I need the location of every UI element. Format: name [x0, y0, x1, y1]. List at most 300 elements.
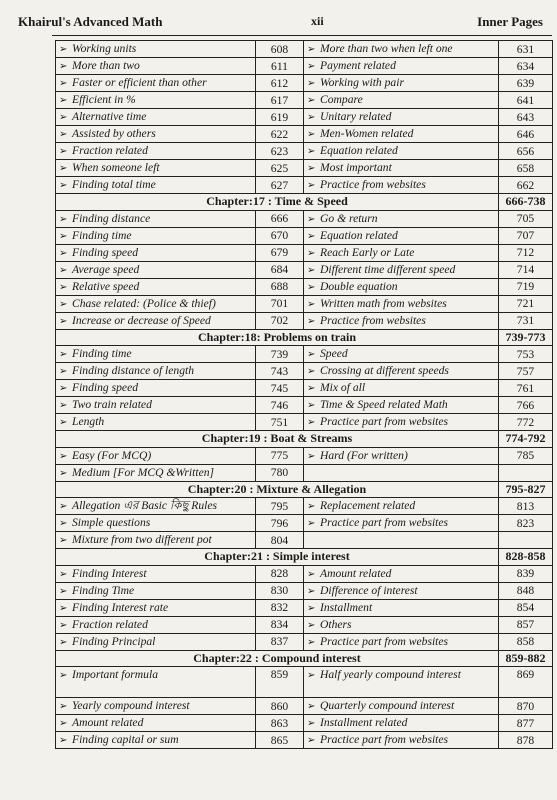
toc-row — [56, 244, 553, 261]
arrow-icon: ➢ — [59, 349, 68, 360]
arrow-icon: ➢ — [307, 450, 316, 462]
toc-row — [56, 633, 553, 650]
entry-title — [56, 160, 256, 177]
chapter-page-range: 828-858 — [499, 549, 553, 566]
arrow-icon: ➢ — [59, 298, 68, 310]
entry-page: 646 — [499, 126, 553, 143]
entry-title — [304, 464, 499, 481]
entry-title-text: More than two — [72, 59, 140, 72]
chapter-heading: Chapter:21 : Simple interest — [56, 549, 499, 566]
arrow-icon: ➢ — [307, 213, 316, 225]
toc-row — [56, 532, 553, 549]
entry-title-text: Time & Speed related Math — [320, 398, 448, 411]
toc-row — [56, 515, 553, 532]
entry-title-text: Finding time — [72, 347, 132, 360]
entry-title-text: Finding capital or sum — [72, 733, 179, 746]
entry-page: 619 — [256, 109, 304, 126]
arrow-icon: ➢ — [59, 501, 68, 512]
entry-title — [56, 447, 256, 464]
entry-title — [56, 312, 256, 329]
entry-title — [304, 715, 499, 732]
entry-page: 837 — [256, 633, 304, 650]
entry-title-text: Fraction related — [72, 617, 148, 631]
entry-page: 739 — [256, 346, 304, 363]
entry-title-text: Equation related — [320, 144, 398, 157]
entry-title — [304, 210, 499, 227]
entry-title-text: Amount related — [72, 716, 144, 729]
entry-title-text: Finding Principal — [72, 634, 156, 648]
toc-row — [56, 278, 553, 295]
entry-title-text: Average speed — [72, 262, 140, 276]
toc-row — [56, 58, 553, 75]
entry-title — [56, 565, 256, 582]
entry-page: 839 — [499, 565, 553, 582]
entry-title-text: When someone left — [72, 161, 160, 174]
arrow-icon: ➢ — [307, 180, 316, 191]
entry-page: 780 — [256, 464, 304, 481]
arrow-icon: ➢ — [307, 670, 316, 681]
toc-row — [56, 464, 553, 481]
arrow-icon: ➢ — [59, 61, 68, 72]
arrow-icon: ➢ — [59, 400, 68, 411]
entry-title-text: Practice from websites — [320, 313, 426, 327]
entry-page: 617 — [256, 92, 304, 109]
arrow-icon: ➢ — [307, 112, 316, 123]
entry-title — [56, 582, 256, 599]
arrow-icon: ➢ — [59, 718, 68, 729]
arrow-icon: ➢ — [59, 366, 68, 377]
section-title: Inner Pages — [477, 14, 543, 29]
entry-title — [56, 380, 256, 397]
entry-title-text: Finding speed — [72, 245, 139, 259]
entry-title-text: Practice part from websites — [320, 415, 449, 428]
entry-title — [56, 41, 256, 58]
entry-title-text: Chase related: (Police & thief) — [72, 296, 216, 310]
entry-title — [304, 582, 499, 599]
entry-title — [56, 532, 256, 549]
entry-page: 641 — [499, 92, 553, 109]
entry-title-text: Installment related — [320, 716, 408, 729]
chapter-page-range: 666-738 — [499, 194, 553, 211]
entry-title-text: Installment — [320, 600, 373, 614]
chapter-page-range: 859-882 — [499, 650, 553, 667]
entry-title-text: Finding speed — [72, 381, 139, 394]
entry-title — [304, 295, 499, 312]
entry-title-text: Speed — [320, 347, 348, 360]
entry-title-text: Easy (For MCQ) — [72, 448, 152, 462]
entry-title-text: Alternative time — [72, 110, 147, 123]
entry-title — [56, 109, 256, 126]
toc-row — [56, 126, 553, 143]
entry-page: 688 — [256, 278, 304, 295]
entry-page: 679 — [256, 244, 304, 261]
toc-row — [56, 177, 553, 194]
entry-title-text: Working units — [72, 42, 137, 55]
entry-page: 830 — [256, 582, 304, 599]
entry-title — [304, 227, 499, 244]
toc-row — [56, 261, 553, 278]
entry-title-text: Equation related — [320, 228, 398, 242]
arrow-icon: ➢ — [307, 146, 316, 157]
arrow-icon: ➢ — [307, 501, 316, 512]
entry-page: 832 — [256, 599, 304, 616]
entry-page: 712 — [499, 244, 553, 261]
arrow-icon: ➢ — [59, 247, 68, 259]
entry-title-text: Practice part from websites — [320, 516, 449, 529]
entry-page: 625 — [256, 160, 304, 177]
entry-page: 634 — [499, 58, 553, 75]
entry-title — [304, 363, 499, 380]
toc-row — [56, 616, 553, 633]
entry-page: 743 — [256, 363, 304, 380]
arrow-icon: ➢ — [307, 585, 316, 597]
entry-title — [56, 126, 256, 143]
arrow-icon: ➢ — [59, 78, 68, 89]
entry-page: 796 — [256, 515, 304, 532]
toc-row — [56, 312, 553, 329]
entry-page: 719 — [499, 278, 553, 295]
arrow-icon: ➢ — [307, 247, 316, 259]
entry-title-text: Finding distance of length — [72, 364, 195, 377]
entry-page: 622 — [256, 126, 304, 143]
entry-title — [56, 633, 256, 650]
entry-title-text: Written math from websites — [320, 296, 447, 310]
arrow-icon: ➢ — [59, 95, 68, 106]
entry-title — [56, 227, 256, 244]
arrow-icon: ➢ — [307, 701, 316, 712]
arrow-icon: ➢ — [307, 735, 316, 746]
arrow-icon: ➢ — [307, 366, 316, 377]
arrow-icon: ➢ — [307, 281, 316, 293]
entry-title-text: Reach Early or Late — [320, 245, 415, 259]
entry-page: 834 — [256, 616, 304, 633]
arrow-icon: ➢ — [307, 602, 316, 614]
entry-page: 857 — [499, 616, 553, 633]
entry-title-text: Finding time — [72, 228, 132, 242]
entry-page: 878 — [499, 732, 553, 749]
entry-title — [304, 160, 499, 177]
entry-title — [304, 143, 499, 160]
entry-title — [304, 177, 499, 194]
arrow-icon: ➢ — [59, 518, 68, 529]
toc-row — [56, 667, 553, 698]
arrow-icon: ➢ — [307, 417, 316, 428]
entry-title — [56, 498, 256, 515]
entry-title — [304, 244, 499, 261]
entry-title — [304, 447, 499, 464]
entry-title-text: Important formula — [72, 668, 158, 681]
chapter-page-range: 795-827 — [499, 481, 553, 498]
entry-title-text: Finding Interest — [72, 566, 147, 580]
entry-page: 631 — [499, 41, 553, 58]
entry-page: 721 — [499, 295, 553, 312]
entry-title-text: Length — [72, 415, 105, 428]
entry-title — [56, 698, 256, 715]
entry-page: 707 — [499, 227, 553, 244]
entry-title — [304, 58, 499, 75]
entry-title-text: Simple questions — [72, 516, 151, 529]
entry-title-text: Two train related — [72, 398, 152, 411]
entry-page: 684 — [256, 261, 304, 278]
entry-title-text: Compare — [320, 93, 363, 106]
entry-title — [56, 599, 256, 616]
entry-page: 658 — [499, 160, 553, 177]
entry-title-text: Mix of all — [320, 381, 366, 394]
arrow-icon: ➢ — [307, 518, 316, 529]
arrow-icon: ➢ — [59, 467, 68, 479]
arrow-icon: ➢ — [307, 78, 316, 89]
entry-title — [56, 715, 256, 732]
entry-page: 751 — [256, 414, 304, 431]
entry-page: 828 — [256, 565, 304, 582]
arrow-icon: ➢ — [307, 718, 316, 729]
entry-page: 863 — [256, 715, 304, 732]
entry-page: 859 — [256, 667, 304, 698]
entry-title-text: Quarterly compound interest — [320, 699, 455, 712]
entry-title — [56, 346, 256, 363]
entry-page: 775 — [256, 447, 304, 464]
entry-title — [56, 616, 256, 633]
entry-title — [56, 278, 256, 295]
arrow-icon: ➢ — [59, 315, 68, 327]
chapter-heading-row — [56, 194, 553, 211]
entry-page: 705 — [499, 210, 553, 227]
entry-title-text: Faster or efficient than other — [72, 76, 207, 89]
entry-page: 745 — [256, 380, 304, 397]
arrow-icon: ➢ — [59, 670, 68, 681]
entry-page: 865 — [256, 732, 304, 749]
entry-title — [56, 464, 256, 481]
entry-title-text: Finding distance — [72, 211, 151, 225]
entry-title — [56, 732, 256, 749]
arrow-icon: ➢ — [307, 315, 316, 327]
entry-title-text: Practice part from websites — [320, 733, 449, 746]
entry-title — [56, 92, 256, 109]
toc-row — [56, 227, 553, 244]
entry-title — [304, 261, 499, 278]
entry-page: 785 — [499, 447, 553, 464]
entry-title — [304, 312, 499, 329]
entry-title-text: Go & return — [320, 211, 378, 225]
entry-page: 757 — [499, 363, 553, 380]
entry-page: 702 — [256, 312, 304, 329]
toc-row — [56, 41, 553, 58]
chapter-heading: Chapter:22 : Compound interest — [56, 650, 499, 667]
contents-table — [55, 40, 553, 749]
entry-page: 772 — [499, 414, 553, 431]
entry-title-text: Finding total time — [72, 178, 156, 191]
entry-page: 714 — [499, 261, 553, 278]
arrow-icon: ➢ — [307, 129, 316, 140]
arrow-icon: ➢ — [59, 735, 68, 746]
entry-page: 623 — [256, 143, 304, 160]
entry-title — [304, 532, 499, 549]
entry-title-text: Mixture from two different pot — [72, 533, 212, 546]
entry-title — [56, 363, 256, 380]
arrow-icon: ➢ — [307, 163, 316, 174]
entry-title — [56, 58, 256, 75]
chapter-page-range: 774-792 — [499, 431, 553, 448]
entry-title — [56, 515, 256, 532]
entry-title-text: Working with pair — [320, 76, 404, 89]
page-number: xii — [311, 14, 324, 28]
entry-page: 795 — [256, 498, 304, 515]
entry-page: 761 — [499, 380, 553, 397]
entry-title — [304, 515, 499, 532]
toc-row — [56, 397, 553, 414]
chapter-heading-row — [56, 329, 553, 346]
entry-page: 813 — [499, 498, 553, 515]
chapter-heading-row — [56, 549, 553, 566]
arrow-icon: ➢ — [307, 619, 316, 631]
entry-page: 804 — [256, 532, 304, 549]
arrow-icon: ➢ — [307, 349, 316, 360]
entry-title — [56, 143, 256, 160]
arrow-icon: ➢ — [59, 230, 68, 242]
page-header — [18, 14, 543, 32]
entry-page: 608 — [256, 41, 304, 58]
entry-page: 860 — [256, 698, 304, 715]
toc-row — [56, 698, 553, 715]
entry-title — [56, 261, 256, 278]
entry-page — [499, 464, 553, 481]
entry-title — [304, 41, 499, 58]
entry-title — [304, 565, 499, 582]
arrow-icon: ➢ — [59, 129, 68, 140]
entry-title — [304, 633, 499, 650]
entry-title — [56, 75, 256, 92]
arrow-icon: ➢ — [59, 180, 68, 191]
entry-page — [499, 532, 553, 549]
entry-title-text: Practice part from websites — [320, 634, 449, 648]
entry-title-text: Half yearly compound interest — [320, 668, 461, 681]
toc-row — [56, 295, 553, 312]
arrow-icon: ➢ — [59, 417, 68, 428]
toc-row — [56, 582, 553, 599]
arrow-icon: ➢ — [59, 619, 68, 631]
entry-title-text: Hard (For written) — [320, 448, 408, 462]
entry-page: 611 — [256, 58, 304, 75]
toc-row — [56, 160, 553, 177]
arrow-icon: ➢ — [59, 112, 68, 123]
entry-page: 858 — [499, 633, 553, 650]
entry-title-text: Amount related — [320, 566, 392, 580]
entry-page: 612 — [256, 75, 304, 92]
arrow-icon: ➢ — [307, 264, 316, 276]
entry-title — [304, 92, 499, 109]
chapter-heading-row — [56, 650, 553, 667]
arrow-icon: ➢ — [307, 636, 316, 648]
entry-title — [304, 278, 499, 295]
entry-title-text: Practice from websites — [320, 178, 426, 191]
toc-row — [56, 143, 553, 160]
entry-page: 746 — [256, 397, 304, 414]
arrow-icon: ➢ — [59, 44, 68, 55]
entry-page: 666 — [256, 210, 304, 227]
entry-page: 701 — [256, 295, 304, 312]
entry-title-text: Men-Women related — [320, 127, 414, 140]
toc-row — [56, 75, 553, 92]
toc-row — [56, 363, 553, 380]
entry-title-text: Finding Time — [72, 583, 135, 597]
entry-title — [56, 177, 256, 194]
entry-title — [304, 126, 499, 143]
entry-page: 848 — [499, 582, 553, 599]
entry-title-text: Relative speed — [72, 279, 140, 293]
entry-page: 854 — [499, 599, 553, 616]
entry-title-text: Increase or decrease of Speed — [72, 313, 211, 327]
toc-row — [56, 380, 553, 397]
entry-title — [304, 616, 499, 633]
toc-row — [56, 565, 553, 582]
entry-page: 656 — [499, 143, 553, 160]
entry-title-text: Yearly compound interest — [72, 699, 190, 712]
toc-row — [56, 414, 553, 431]
toc-row — [56, 210, 553, 227]
arrow-icon: ➢ — [59, 636, 68, 648]
entry-title — [304, 346, 499, 363]
arrow-icon: ➢ — [307, 568, 316, 580]
arrow-icon: ➢ — [59, 281, 68, 293]
entry-title-text: Fraction related — [72, 144, 148, 157]
entry-title-text: Unitary related — [320, 110, 392, 123]
chapter-heading: Chapter:20 : Mixture & Allegation — [56, 481, 499, 498]
entry-title-text: Double equation — [320, 279, 398, 293]
entry-title — [304, 414, 499, 431]
arrow-icon: ➢ — [59, 602, 68, 614]
entry-page: 877 — [499, 715, 553, 732]
entry-title — [304, 75, 499, 92]
entry-title — [56, 295, 256, 312]
entry-title-text: Crossing at different speeds — [320, 364, 449, 377]
entry-page: 731 — [499, 312, 553, 329]
toc-row — [56, 109, 553, 126]
toc-row — [56, 715, 553, 732]
arrow-icon: ➢ — [307, 230, 316, 242]
entry-title — [304, 397, 499, 414]
arrow-icon: ➢ — [59, 568, 68, 580]
arrow-icon: ➢ — [59, 383, 68, 394]
arrow-icon: ➢ — [307, 95, 316, 106]
chapter-heading: Chapter:17 : Time & Speed — [56, 194, 499, 211]
book-title: Khairul's Advanced Math — [18, 14, 163, 29]
arrow-icon: ➢ — [307, 61, 316, 72]
entry-title — [304, 667, 499, 698]
entry-page: 643 — [499, 109, 553, 126]
entry-title — [304, 498, 499, 515]
entry-page: 662 — [499, 177, 553, 194]
entry-title — [56, 244, 256, 261]
toc-row — [56, 92, 553, 109]
entry-page: 639 — [499, 75, 553, 92]
entry-title-text: Difference of interest — [320, 583, 418, 597]
chapter-heading: Chapter:18: Problems on train — [56, 329, 499, 346]
arrow-icon: ➢ — [59, 213, 68, 225]
entry-title — [304, 109, 499, 126]
toc-row — [56, 498, 553, 515]
chapter-heading: Chapter:19 : Boat & Streams — [56, 431, 499, 448]
toc-row — [56, 447, 553, 464]
arrow-icon: ➢ — [59, 146, 68, 157]
arrow-icon: ➢ — [307, 383, 316, 394]
entry-title-text: Allegation এর Basic কিছু Rules — [72, 499, 218, 512]
entry-title — [304, 380, 499, 397]
chapter-heading-row — [56, 481, 553, 498]
entry-title — [56, 210, 256, 227]
entry-title-text: Most important — [320, 161, 392, 174]
entry-title-text: Efficient in % — [72, 93, 136, 106]
toc-row — [56, 599, 553, 616]
